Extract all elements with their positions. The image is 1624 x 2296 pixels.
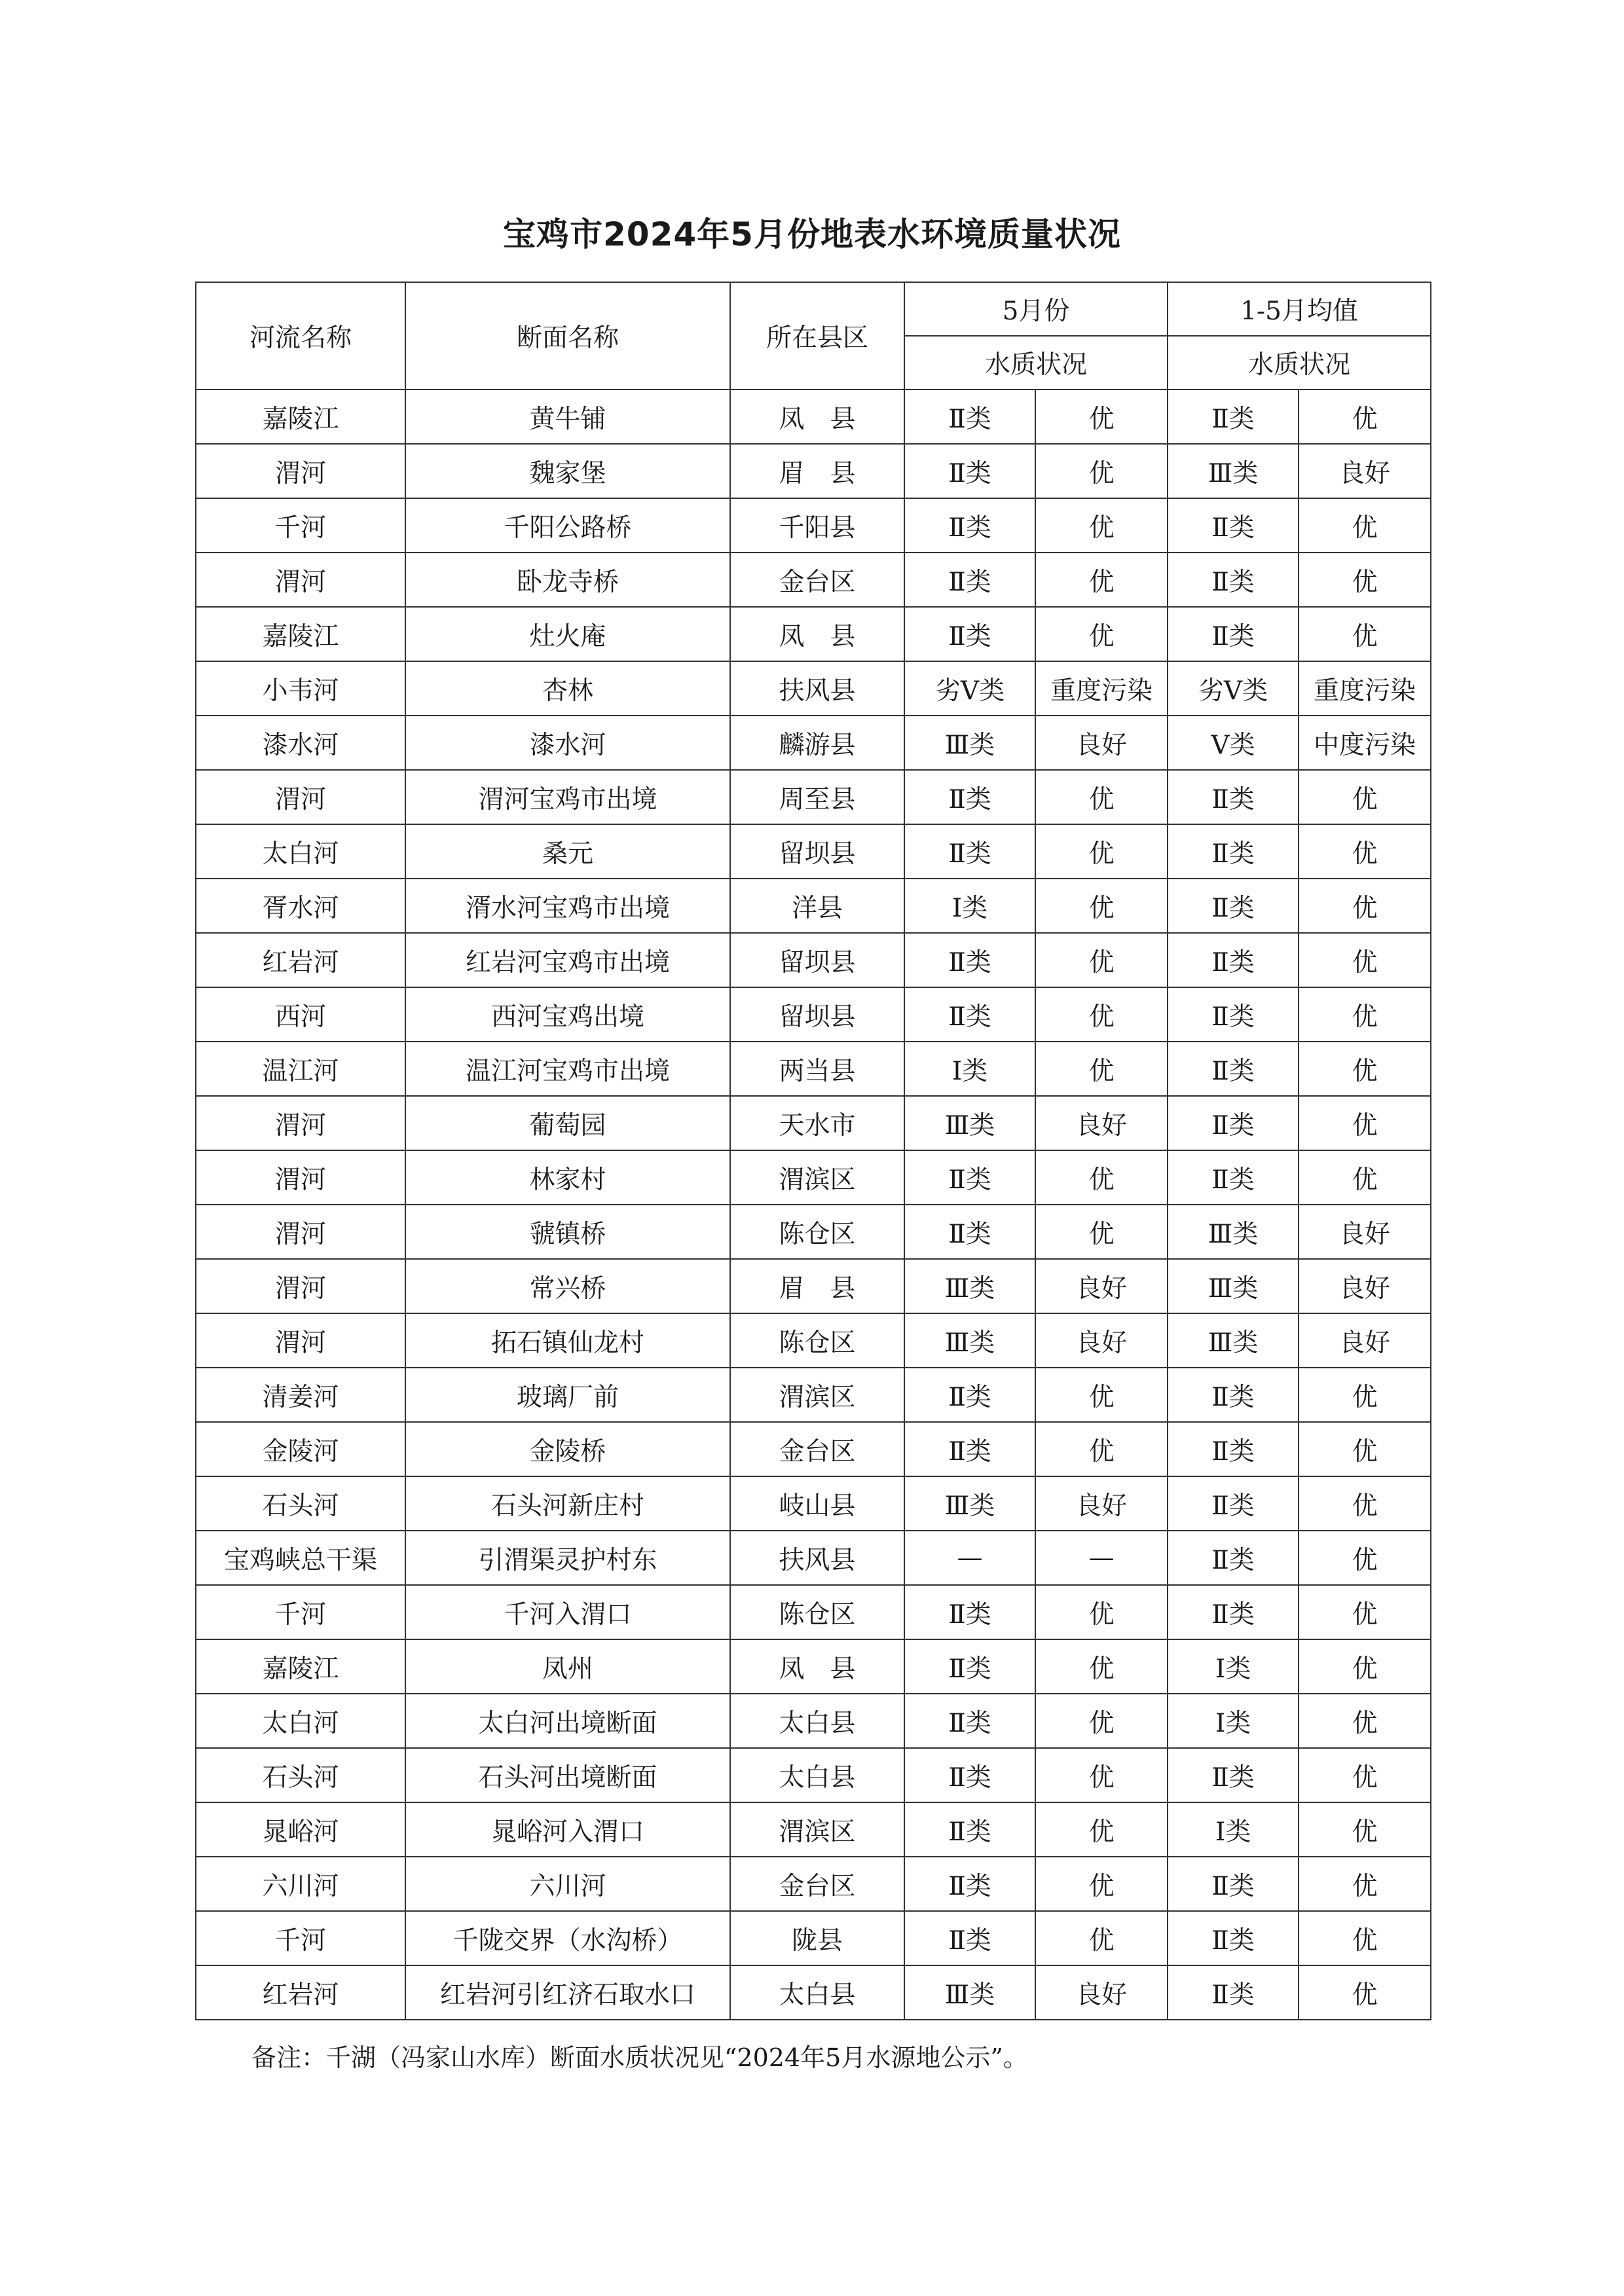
avg-class-cell: Ⅱ类 [1168,1422,1299,1476]
section-name-cell: 卧龙寺桥 [405,553,730,607]
county-cell: 留坝县 [730,987,904,1042]
may-status-cell: 优 [1035,444,1168,498]
may-status-cell: 优 [1035,1639,1168,1694]
river-name-cell: 千河 [196,1911,405,1965]
section-name-cell: 桑元 [405,824,730,879]
avg-class-cell: Ⅱ类 [1168,498,1299,553]
may-class-cell: Ⅱ类 [904,1150,1035,1205]
table-row [196,1965,1431,2020]
county-cell: 太白县 [730,1748,904,1802]
may-class-cell: Ⅱ类 [904,1639,1035,1694]
avg-status-cell: 优 [1299,1802,1431,1857]
section-name-cell: 黄牛铺 [405,390,730,444]
avg-status-cell: 优 [1299,1965,1431,2020]
section-name-cell: 杏林 [405,661,730,716]
table-row [196,1259,1431,1313]
table-row [196,1802,1431,1857]
table-row [196,1150,1431,1205]
river-name-cell: 千河 [196,1585,405,1639]
river-name-cell: 渭河 [196,1150,405,1205]
county-cell: 洋县 [730,879,904,933]
river-name-cell: 太白河 [196,1694,405,1748]
table-row [196,498,1431,553]
may-class-cell: Ⅲ类 [904,1096,1035,1150]
section-name-cell: 魏家堡 [405,444,730,498]
section-name-cell: 太白河出境断面 [405,1694,730,1748]
table-row [196,824,1431,879]
table-row [196,770,1431,824]
avg-status-cell: 优 [1299,1585,1431,1639]
may-class-cell: Ⅱ类 [904,1911,1035,1965]
may-class-cell: Ⅰ类 [904,1042,1035,1096]
may-status-cell: 良好 [1035,1476,1168,1531]
may-class-cell: Ⅱ类 [904,1694,1035,1748]
county-cell: 岐山县 [730,1476,904,1531]
avg-class-cell: Ⅱ类 [1168,1150,1299,1205]
avg-status-cell: 优 [1299,933,1431,987]
county-cell: 陈仓区 [730,1585,904,1639]
section-name-cell: 晁峪河入渭口 [405,1802,730,1857]
may-status-cell: 优 [1035,553,1168,607]
river-name-cell: 金陵河 [196,1422,405,1476]
may-status-cell: — [1035,1531,1168,1585]
may-class-cell: Ⅱ类 [904,1857,1035,1911]
table-row [196,1585,1431,1639]
may-class-cell: Ⅱ类 [904,824,1035,879]
section-name-cell: 石头河新庄村 [405,1476,730,1531]
may-status-cell: 良好 [1035,1313,1168,1368]
avg-status-cell: 优 [1299,1096,1431,1150]
county-cell: 留坝县 [730,824,904,879]
may-class-cell: Ⅱ类 [904,607,1035,661]
avg-class-cell: Ⅲ类 [1168,1205,1299,1259]
county-cell: 麟游县 [730,716,904,770]
avg-status-cell: 优 [1299,1042,1431,1096]
avg-class-cell: Ⅱ类 [1168,1857,1299,1911]
may-status-cell: 优 [1035,1911,1168,1965]
table-row [196,1205,1431,1259]
avg-class-cell: Ⅱ类 [1168,770,1299,824]
section-name-cell: 虢镇桥 [405,1205,730,1259]
table-row [196,1531,1431,1585]
table-row [196,1857,1431,1911]
may-status-cell: 优 [1035,1857,1168,1911]
may-status-cell: 优 [1035,1802,1168,1857]
section-name-cell: 葡萄园 [405,1096,730,1150]
river-name-cell: 渭河 [196,444,405,498]
avg-status-cell: 优 [1299,1694,1431,1748]
avg-class-cell: Ⅱ类 [1168,1531,1299,1585]
may-status-cell: 优 [1035,933,1168,987]
may-status-cell: 优 [1035,1368,1168,1422]
may-class-cell: Ⅱ类 [904,553,1035,607]
section-name-cell: 六川河 [405,1857,730,1911]
table-row [196,1096,1431,1150]
table-row [196,1639,1431,1694]
may-status-cell: 良好 [1035,1259,1168,1313]
may-class-cell: Ⅱ类 [904,1585,1035,1639]
table-row [196,933,1431,987]
county-cell: 陈仓区 [730,1205,904,1259]
county-cell: 千阳县 [730,498,904,553]
county-cell: 渭滨区 [730,1150,904,1205]
may-status-cell: 优 [1035,1422,1168,1476]
avg-status-cell: 优 [1299,1422,1431,1476]
avg-class-cell: Ⅱ类 [1168,987,1299,1042]
may-status-cell: 良好 [1035,1096,1168,1150]
header-may-water-quality: 水质状况 [904,336,1168,390]
county-cell: 凤 县 [730,607,904,661]
county-cell: 陇县 [730,1911,904,1965]
avg-class-cell: Ⅱ类 [1168,390,1299,444]
county-cell: 凤 县 [730,390,904,444]
section-name-cell: 常兴桥 [405,1259,730,1313]
river-name-cell: 石头河 [196,1476,405,1531]
avg-status-cell: 重度污染 [1299,661,1431,716]
page-title: 宝鸡市2024年5月份地表水环境质量状况 [503,215,1121,253]
header-row-1 [196,282,1431,336]
county-cell: 陈仓区 [730,1313,904,1368]
avg-status-cell: 优 [1299,1476,1431,1531]
avg-status-cell: 优 [1299,390,1431,444]
county-cell: 太白县 [730,1965,904,2020]
table-body [196,390,1431,2020]
table-row [196,879,1431,933]
river-name-cell: 红岩河 [196,933,405,987]
table-row [196,1368,1431,1422]
river-name-cell: 漆水河 [196,716,405,770]
table-row [196,987,1431,1042]
header-may: 5月份 [904,282,1168,336]
table-row [196,661,1431,716]
section-name-cell: 凤州 [405,1639,730,1694]
avg-status-cell: 优 [1299,1911,1431,1965]
river-name-cell: 六川河 [196,1857,405,1911]
table-row [196,444,1431,498]
may-class-cell: Ⅱ类 [904,770,1035,824]
avg-class-cell: Ⅴ类 [1168,716,1299,770]
header-jan-may-average: 1-5月均值 [1168,282,1431,336]
may-class-cell: Ⅲ类 [904,1259,1035,1313]
river-name-cell: 渭河 [196,1313,405,1368]
may-status-cell: 优 [1035,770,1168,824]
may-class-cell: Ⅲ类 [904,1476,1035,1531]
table-row [196,1313,1431,1368]
may-class-cell: Ⅲ类 [904,1965,1035,2020]
may-class-cell: Ⅱ类 [904,390,1035,444]
county-cell: 渭滨区 [730,1368,904,1422]
may-class-cell: Ⅱ类 [904,1802,1035,1857]
avg-status-cell: 优 [1299,1531,1431,1585]
may-status-cell: 良好 [1035,1965,1168,2020]
header-avg-water-quality: 水质状况 [1168,336,1431,390]
avg-status-cell: 优 [1299,879,1431,933]
river-name-cell: 嘉陵江 [196,1639,405,1694]
county-cell: 凤 县 [730,1639,904,1694]
river-name-cell: 渭河 [196,770,405,824]
may-status-cell: 优 [1035,1150,1168,1205]
may-status-cell: 优 [1035,1205,1168,1259]
river-name-cell: 晁峪河 [196,1802,405,1857]
avg-class-cell: 劣Ⅴ类 [1168,661,1299,716]
county-cell: 金台区 [730,553,904,607]
river-name-cell: 渭河 [196,1096,405,1150]
county-cell: 金台区 [730,1857,904,1911]
avg-class-cell: Ⅱ类 [1168,1368,1299,1422]
avg-status-cell: 优 [1299,1368,1431,1422]
table-row [196,1694,1431,1748]
may-class-cell: Ⅲ类 [904,1313,1035,1368]
table-row [196,1042,1431,1096]
avg-status-cell: 优 [1299,553,1431,607]
may-status-cell: 优 [1035,824,1168,879]
may-class-cell: Ⅱ类 [904,1205,1035,1259]
section-name-cell: 千阳公路桥 [405,498,730,553]
section-name-cell: 引渭渠灵护村东 [405,1531,730,1585]
avg-status-cell: 优 [1299,607,1431,661]
avg-status-cell: 优 [1299,987,1431,1042]
county-cell: 眉 县 [730,1259,904,1313]
table-row [196,1748,1431,1802]
may-status-cell: 重度污染 [1035,661,1168,716]
river-name-cell: 宝鸡峡总干渠 [196,1531,405,1585]
avg-class-cell: Ⅱ类 [1168,824,1299,879]
avg-status-cell: 良好 [1299,1259,1431,1313]
section-name-cell: 拓石镇仙龙村 [405,1313,730,1368]
table-row [196,1422,1431,1476]
avg-status-cell: 优 [1299,770,1431,824]
avg-class-cell: Ⅱ类 [1168,933,1299,987]
may-status-cell: 优 [1035,1748,1168,1802]
may-class-cell: Ⅰ类 [904,879,1035,933]
county-cell: 金台区 [730,1422,904,1476]
river-name-cell: 太白河 [196,824,405,879]
avg-class-cell: Ⅱ类 [1168,879,1299,933]
avg-status-cell: 优 [1299,1639,1431,1694]
may-status-cell: 优 [1035,1694,1168,1748]
section-name-cell: 漆水河 [405,716,730,770]
may-class-cell: Ⅱ类 [904,933,1035,987]
river-name-cell: 红岩河 [196,1965,405,2020]
river-name-cell: 嘉陵江 [196,607,405,661]
river-name-cell: 嘉陵江 [196,390,405,444]
avg-status-cell: 中度污染 [1299,716,1431,770]
avg-class-cell: Ⅰ类 [1168,1694,1299,1748]
section-name-cell: 金陵桥 [405,1422,730,1476]
county-cell: 两当县 [730,1042,904,1096]
avg-class-cell: Ⅱ类 [1168,553,1299,607]
section-name-cell: 千陇交界（水沟桥） [405,1911,730,1965]
avg-status-cell: 优 [1299,1857,1431,1911]
header-river-name: 河流名称 [196,282,405,390]
river-name-cell: 千河 [196,498,405,553]
may-status-cell: 优 [1035,390,1168,444]
county-cell: 太白县 [730,1694,904,1748]
may-status-cell: 优 [1035,987,1168,1042]
avg-status-cell: 良好 [1299,1205,1431,1259]
table-row [196,716,1431,770]
section-name-cell: 红岩河宝鸡市出境 [405,933,730,987]
avg-class-cell: Ⅰ类 [1168,1802,1299,1857]
table-row [196,1911,1431,1965]
avg-class-cell: Ⅱ类 [1168,1042,1299,1096]
footnote: 备注：千湖（冯家山水库）断面水质状况见“2024年5月水源地公示”。 [251,2043,1028,2072]
avg-status-cell: 优 [1299,1748,1431,1802]
table-row [196,390,1431,444]
water-quality-table [195,282,1431,2020]
river-name-cell: 温江河 [196,1042,405,1096]
avg-status-cell: 良好 [1299,444,1431,498]
avg-class-cell: Ⅱ类 [1168,607,1299,661]
avg-class-cell: Ⅱ类 [1168,1476,1299,1531]
section-name-cell: 玻璃厂前 [405,1368,730,1422]
section-name-cell: 湑水河宝鸡市出境 [405,879,730,933]
section-name-cell: 林家村 [405,1150,730,1205]
section-name-cell: 西河宝鸡出境 [405,987,730,1042]
avg-status-cell: 优 [1299,498,1431,553]
river-name-cell: 渭河 [196,1205,405,1259]
county-cell: 留坝县 [730,933,904,987]
may-status-cell: 优 [1035,879,1168,933]
avg-class-cell: Ⅱ类 [1168,1911,1299,1965]
may-class-cell: Ⅱ类 [904,1422,1035,1476]
avg-class-cell: Ⅲ类 [1168,1313,1299,1368]
may-class-cell: Ⅱ类 [904,987,1035,1042]
county-cell: 扶风县 [730,1531,904,1585]
avg-class-cell: Ⅲ类 [1168,444,1299,498]
may-status-cell: 优 [1035,498,1168,553]
avg-class-cell: Ⅱ类 [1168,1965,1299,2020]
section-name-cell: 渭河宝鸡市出境 [405,770,730,824]
avg-class-cell: Ⅰ类 [1168,1639,1299,1694]
may-class-cell: Ⅱ类 [904,1748,1035,1802]
may-class-cell: Ⅱ类 [904,1368,1035,1422]
county-cell: 扶风县 [730,661,904,716]
avg-status-cell: 优 [1299,1150,1431,1205]
river-name-cell: 石头河 [196,1748,405,1802]
avg-class-cell: Ⅱ类 [1168,1096,1299,1150]
table-row [196,553,1431,607]
section-name-cell: 石头河出境断面 [405,1748,730,1802]
header-county: 所在县区 [730,282,904,390]
river-name-cell: 清姜河 [196,1368,405,1422]
avg-class-cell: Ⅲ类 [1168,1259,1299,1313]
river-name-cell: 胥水河 [196,879,405,933]
avg-class-cell: Ⅱ类 [1168,1585,1299,1639]
section-name-cell: 红岩河引红济石取水口 [405,1965,730,2020]
avg-status-cell: 优 [1299,824,1431,879]
section-name-cell: 千河入渭口 [405,1585,730,1639]
may-status-cell: 优 [1035,607,1168,661]
river-name-cell: 渭河 [196,553,405,607]
county-cell: 渭滨区 [730,1802,904,1857]
county-cell: 周至县 [730,770,904,824]
table-row [196,607,1431,661]
avg-class-cell: Ⅱ类 [1168,1748,1299,1802]
may-class-cell: — [904,1531,1035,1585]
may-class-cell: Ⅲ类 [904,716,1035,770]
table-row [196,1476,1431,1531]
avg-status-cell: 良好 [1299,1313,1431,1368]
may-status-cell: 优 [1035,1585,1168,1639]
river-name-cell: 渭河 [196,1259,405,1313]
may-class-cell: 劣Ⅴ类 [904,661,1035,716]
river-name-cell: 西河 [196,987,405,1042]
county-cell: 眉 县 [730,444,904,498]
county-cell: 天水市 [730,1096,904,1150]
header-section-name: 断面名称 [405,282,730,390]
may-status-cell: 良好 [1035,716,1168,770]
may-class-cell: Ⅱ类 [904,444,1035,498]
section-name-cell: 灶火庵 [405,607,730,661]
section-name-cell: 温江河宝鸡市出境 [405,1042,730,1096]
may-class-cell: Ⅱ类 [904,498,1035,553]
may-status-cell: 优 [1035,1042,1168,1096]
river-name-cell: 小韦河 [196,661,405,716]
